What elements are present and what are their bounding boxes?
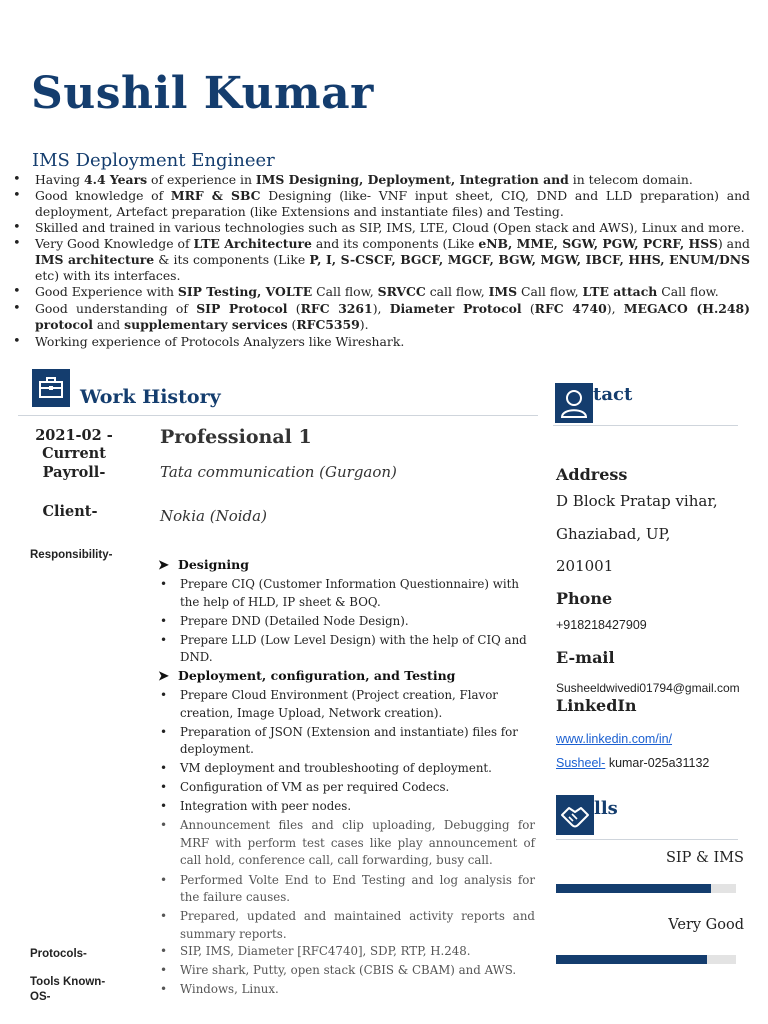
work-history-divider [18, 415, 538, 416]
skill-level-fill [556, 955, 707, 964]
client-label: Client- [42, 503, 98, 520]
list-item: • Performed Volte End to End Testing and log analysis for the failure causes. [158, 872, 535, 907]
protocols-label: Protocols- [30, 948, 87, 960]
job-date-end: Current [42, 445, 106, 462]
list-item: • Prepared, updated and maintained activity reports and summary reports. [158, 908, 535, 943]
arrowhead-icon: ➤ [158, 558, 169, 573]
os-value: • Windows, Linux. [158, 981, 535, 999]
position-title: Professional 1 [160, 426, 312, 448]
skill-name: SIP & IMS [665, 850, 744, 866]
job-date-start: 2021-02 - [35, 427, 113, 444]
arrowhead-icon: ➤ [158, 669, 169, 684]
email-value[interactable]: Susheeldwivedi01794@gmail.com [556, 681, 740, 695]
tools-label: Tools Known- [30, 976, 106, 988]
summary-item: • Good understanding of SIP Protocol (RFC 3261), Diameter Protocol (RFC 4740), MEGACO (H.248) protocol and supplementary services (RFC5359). [10, 301, 750, 333]
phone-label: Phone [556, 589, 613, 608]
address-label: Address [556, 465, 628, 484]
deployment-list [158, 687, 535, 945]
list-item: • Prepare DND (Detailed Node Design). [158, 613, 535, 631]
designing-heading [158, 557, 249, 573]
email-label: E-mail [556, 648, 615, 667]
skills-divider [556, 839, 738, 840]
summary-item: • Good knowledge of MRF & SBC Designing (like- VNF input sheet, CIQ, DND and LLD preparation) and deployment, Artefact preparation (like Extensions and instantiate files) and Testing. [10, 188, 750, 220]
list-item: • Prepare CIQ (Customer Information Questionnaire) with the help of HLD, IP sheet & BOQ. [158, 576, 535, 611]
skills-heading: lls [594, 798, 618, 819]
list-item: • Integration with peer nodes. [158, 798, 535, 816]
list-item: • VM deployment and troubleshooting of deployment. [158, 760, 535, 778]
list-item: • Configuration of VM as per required Codecs. [158, 779, 535, 797]
list-item: • Prepare Cloud Environment (Project creation, Flavor creation, Image Upload, Network creation). [158, 687, 535, 722]
summary-item: • Having 4.4 Years of experience in IMS Designing, Deployment, Integration and in telecom domain. [10, 172, 750, 188]
address-line: D Block Pratap vihar, [556, 492, 718, 510]
list-item: • Preparation of JSON (Extension and instantiate) files for deployment. [158, 724, 535, 759]
summary-item: • Working experience of Protocols Analyzers like Wireshark. [10, 334, 750, 350]
summary-item: • Good Experience with SIP Testing, VOLTE Call flow, SRVCC call flow, IMS Call flow, LTE attach Call flow. [10, 284, 750, 300]
contact-divider [553, 425, 738, 426]
person-icon [555, 383, 593, 423]
summary-item: • Very Good Knowledge of LTE Architecture and its components (Like eNB, MME, SGW, PGW, PCRF, HSS) and IMS architecture & its components (Like P, I, S-CSCF, BGCF, MGCF, BGW, MGW, IBCF, HHS, ENUM/DNS etc) with its interfaces. [10, 236, 750, 284]
list-item: • Prepare LLD (Low Level Design) with the help of CIQ and DND. [158, 632, 535, 667]
os-label: OS- [30, 991, 51, 1003]
designing-heading-text: Designing [178, 557, 249, 572]
linkedin-link-part[interactable]: Susheel- [556, 756, 606, 770]
tools-value: • Wire shark, Putty, open stack (CBIS & CBAM) and AWS. [158, 962, 535, 980]
skill-level-bar [556, 955, 736, 964]
payroll-label: Payroll- [42, 464, 106, 481]
deployment-heading-text: Deployment, configuration, and Testing [178, 668, 456, 683]
company-name: Tata communication (Gurgaon) [160, 463, 397, 481]
skill-level-fill [556, 884, 711, 893]
address-line: Ghaziabad, UP, [556, 525, 671, 543]
phone-value: +918218427909 [556, 618, 647, 632]
contact-heading: tact [593, 384, 633, 405]
skill-name: Very Good [668, 917, 744, 933]
deployment-heading [158, 668, 455, 684]
responsibility-label: Responsibility- [30, 549, 113, 561]
work-history-heading: Work History [80, 386, 221, 408]
linkedin-label: LinkedIn [556, 696, 637, 715]
candidate-name: Sushil Kumar [31, 68, 374, 119]
job-dates [34, 427, 114, 463]
designing-list [158, 576, 535, 668]
summary-item: • Skilled and trained in various technologies such as SIP, IMS, LTE, Cloud (Open stack and AWS), Linux and more. [10, 220, 750, 236]
protocols-tools-list [158, 943, 535, 1000]
summary-list [10, 172, 750, 350]
job-title: IMS Deployment Engineer [32, 150, 275, 171]
summary-section [10, 172, 750, 350]
protocols-value: • SIP, IMS, Diameter [RFC4740], SDP, RTP, H.248. [158, 943, 535, 961]
linkedin-link[interactable]: www.linkedin.com/in/ [556, 732, 673, 746]
client-name: Nokia (Noida) [160, 507, 267, 525]
linkedin-line2 [556, 756, 709, 770]
handshake-icon [556, 795, 594, 835]
linkedin-line2-rest: kumar-025a31132 [605, 756, 710, 770]
briefcase-icon [32, 369, 70, 407]
list-item: • Announcement files and clip uploading, Debugging for MRF with perform test cases like play announcement of call hold, conference call, call forwarding, busy call. [158, 817, 535, 870]
skill-level-bar [556, 884, 736, 893]
address-line: 201001 [556, 557, 614, 575]
